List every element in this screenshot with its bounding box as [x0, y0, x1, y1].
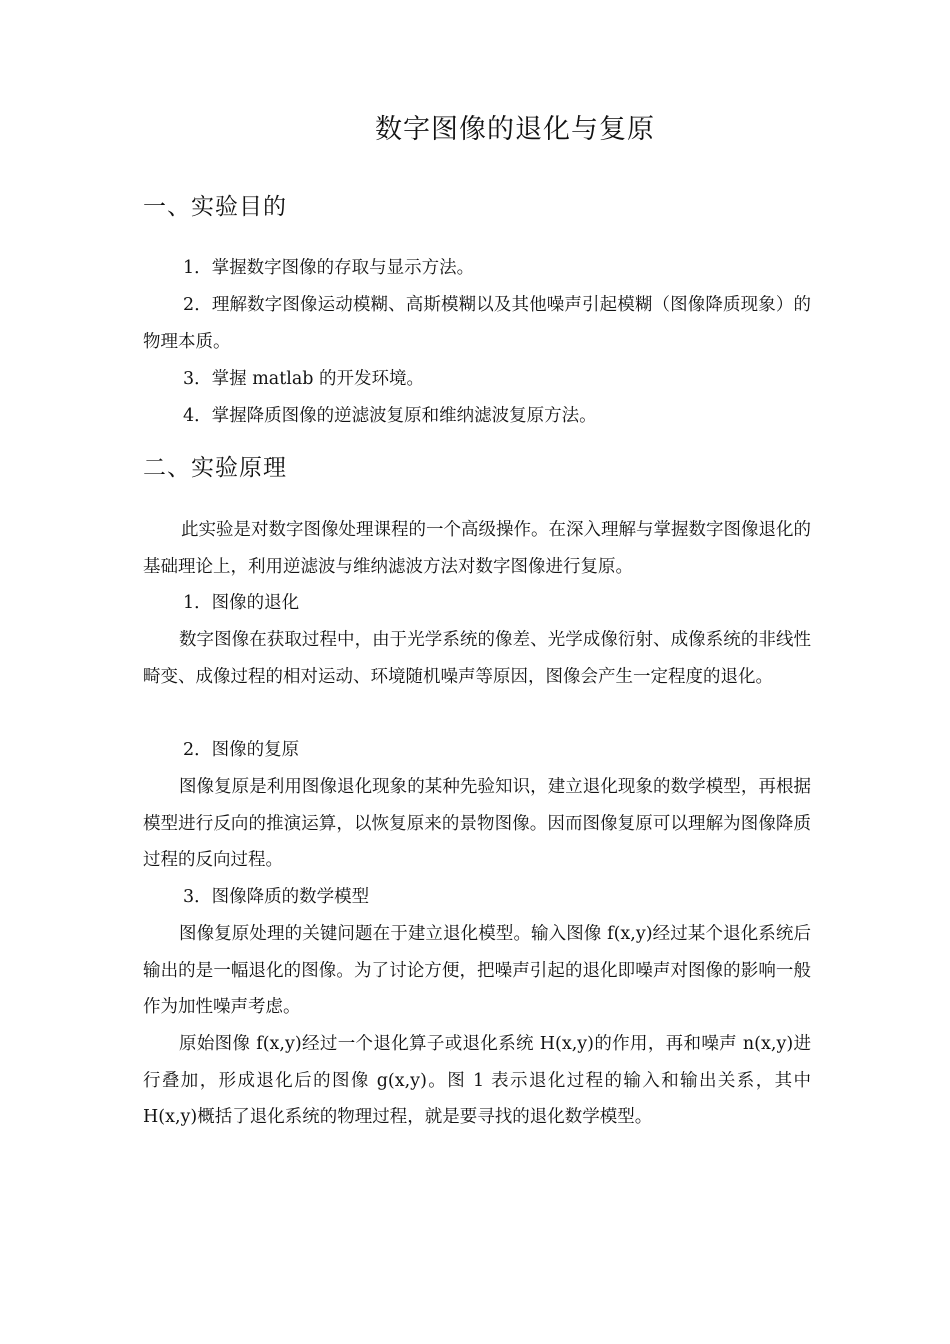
objective-item-1: 1．掌握数字图像的存取与显示方法。	[183, 258, 475, 278]
objective-item-4: 4．掌握降质图像的逆滤波复原和维纳滤波复原方法。	[183, 406, 597, 426]
document-title: 数字图像的退化与复原	[375, 114, 655, 145]
section-heading-principles: 二、实验原理	[143, 455, 287, 481]
degradation-paragraph: 数字图像在获取过程中，由于光学系统的像差、光学成像衍射、成像系统的非线性畸变、成像过程的相对运动、环境随机噪声等原因，图像会产生一定程度的退化。	[143, 630, 811, 687]
objective-item-2: 2．理解数字图像运动模糊、高斯模糊以及其他噪声引起模糊（图像降质现象）的物理本质。	[143, 295, 811, 352]
principles-intro: 此实验是对数字图像处理课程的一个高级操作。在深入理解与掌握数字图像退化的基础理论上，利用逆滤波与维纳滤波方法对数字图像进行复原。	[143, 520, 811, 577]
restoration-paragraph: 图像复原是利用图像退化现象的某种先验知识，建立退化现象的数学模型，再根据模型进行反向的推演运算，以恢复原来的景物图像。因而图像复原可以理解为图像降质过程的反向过程。	[143, 777, 811, 870]
subsection-title-restoration: 2．图像的复原	[183, 740, 300, 760]
model-paragraph-2: 原始图像 f(x,y)经过一个退化算子或退化系统 H(x,y)的作用，再和噪声 n(x,y)进行叠加，形成退化后的图像 g(x,y)。图 1 表示退化过程的输入和输出关系，其中 H(x,y)概括了退化系统的物理过程，就是要寻找的退化数学模型。	[143, 1034, 811, 1127]
model-paragraph-1: 图像复原处理的关键问题在于建立退化模型。输入图像 f(x,y)经过某个退化系统后输出的是一幅退化的图像。为了讨论方便，把噪声引起的退化即噪声对图像的影响一般作为加性噪声考虑。	[143, 924, 811, 1017]
section-heading-objectives: 一、实验目的	[143, 194, 287, 220]
subsection-title-model: 3．图像降质的数学模型	[183, 887, 370, 907]
subsection-title-degradation: 1．图像的退化	[183, 593, 300, 613]
objective-item-3: 3．掌握 matlab 的开发环境。	[183, 369, 425, 389]
